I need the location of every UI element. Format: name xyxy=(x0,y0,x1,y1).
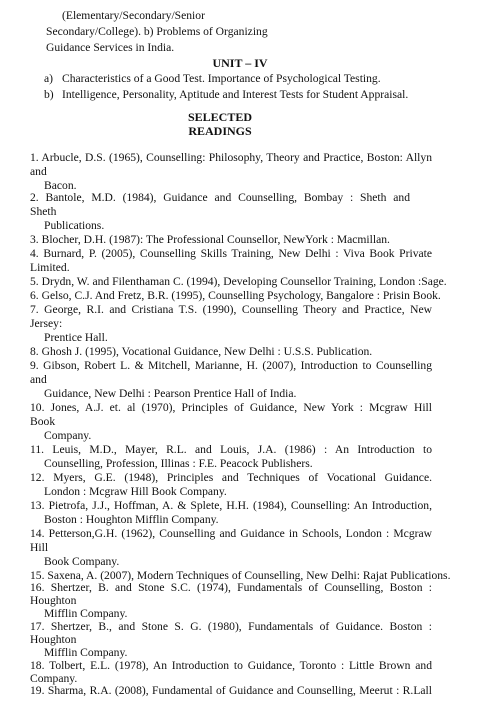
reading-17-line-1: 17. Shertzer, B., and Stone S. G. (1980), Fundamentals of Guidance. Boston : xyxy=(30,620,432,633)
readings-heading-2: READINGS xyxy=(188,124,252,138)
reading-11-line-2: Counselling, Profession, Illinas : F.E. Peacock Publishers. xyxy=(44,457,313,470)
unit-item-a: Characteristics of a Good Test. Importance of Psychological Testing. xyxy=(62,72,381,85)
reading-12-line-2: London : Mcgraw Hill Book Company. xyxy=(44,485,227,498)
reading-7-line-2: Jersey: xyxy=(30,317,63,330)
reading-9-line-3: Guidance, New Delhi : Pearson Prentice Hall of India. xyxy=(44,387,297,400)
unit-item-b-marker: b) xyxy=(44,88,54,101)
reading-18-line-1: 18. Tolbert, E.L. (1978), An Introduction to Guidance, Toronto : Little Brown and xyxy=(30,659,432,672)
reading-1-line-1: 1. Arbucle, D.S. (1965), Counselling: Philosophy, Theory and Practice, Boston: Allyn xyxy=(30,151,432,164)
reading-18-line-2: Company. xyxy=(30,672,78,685)
reading-16-line-1: 16. Shertzer, B. and Stone S.C. (1974), Fundamentals of Counselling, Boston : xyxy=(30,581,432,594)
reading-17-line-3: Mifflin Company. xyxy=(44,646,128,659)
reading-7-line-3: Prentice Hall. xyxy=(44,331,108,344)
intro-line-2: Secondary/College). b) Problems of Organizing xyxy=(46,25,268,38)
unit-item-b: Intelligence, Personality, Aptitude and Interest Tests for Student Appraisal. xyxy=(62,88,409,101)
reading-14-line-3: Book Company. xyxy=(44,555,120,568)
unit-title: UNIT – IV xyxy=(212,56,268,70)
unit-item-a-marker: a) xyxy=(44,72,54,85)
reading-9-line-2: and xyxy=(30,373,47,386)
reading-6: 6. Gelso, C.J. And Fretz, B.R. (1995), Counselling Psychology, Bangalore : Prisin Book. xyxy=(30,289,441,302)
reading-19-line-1: 19. Sharma, R.A. (2008), Fundamental of Guidance and Counselling, Meerut : R.Lall xyxy=(30,684,432,697)
readings-heading-1: SELECTED xyxy=(187,110,253,124)
reading-2-line-2: Sheth xyxy=(30,205,57,218)
reading-10-line-3: Company. xyxy=(44,429,92,442)
reading-11-line-1: 11. Leuis, M.D., Mayer, R.L. and Louis, J.A. (1986) : An Introduction to xyxy=(30,443,432,456)
reading-14-line-1: 14. Petterson,G.H. (1962), Counselling and Guidance in Schools, London : Mcgraw xyxy=(30,527,432,540)
reading-1-line-2: and xyxy=(30,165,47,178)
intro-line-1: (Elementary/Secondary/Senior xyxy=(62,9,205,22)
reading-10-line-2: Book xyxy=(30,415,56,428)
reading-9-line-1: 9. Gibson, Robert L. & Mitchell, Marianne, H. (2007), Introduction to Counselling xyxy=(30,359,432,372)
reading-4-line-1: 4. Burnard, P. (2005), Counselling Skills Training, New Delhi : Viva Book Private xyxy=(30,247,432,260)
reading-16-line-2: Houghton xyxy=(30,594,77,607)
reading-13-line-2: Boston : Houghton Mifflin Company. xyxy=(44,513,219,526)
reading-14-line-2: Hill xyxy=(30,541,49,554)
reading-15: 15. Saxena, A. (2007), Modern Techniques of Counselling, New Delhi: Rajat Publications. xyxy=(30,569,451,582)
reading-1-line-3: Bacon. xyxy=(44,179,77,192)
reading-8: 8. Ghosh J. (1995), Vocational Guidance, New Delhi : U.S.S. Publication. xyxy=(30,345,373,358)
reading-12-line-1: 12. Myers, G.E. (1948), Principles and Techniques of Vocational Guidance. xyxy=(30,471,432,484)
reading-10-line-1: 10. Jones, A.J. et. al (1970), Principles of Guidance, New York : Mcgraw Hill xyxy=(30,401,432,414)
reading-3: 3. Blocher, D.H. (1987): The Professional Counsellor, NewYork : Macmillan. xyxy=(30,233,390,246)
intro-line-3: Guidance Services in India. xyxy=(46,41,175,54)
reading-2-line-1: 2. Bantole, M.D. (1984), Guidance and Counselling, Bombay : Sheth and xyxy=(30,191,410,204)
reading-17-line-2: Houghton xyxy=(30,633,77,646)
reading-13-line-1: 13. Pietrofa, J.J., Hoffman, A. & Splete, H.H. (1984), Counselling: An Introduction, xyxy=(30,499,432,512)
reading-16-line-3: Mifflin Company. xyxy=(44,607,128,620)
reading-5: 5. Drydn, W. and Filenthaman C. (1994), Developing Counsellor Training, London :Sage. xyxy=(30,275,447,288)
reading-7-line-1: 7. George, R.I. and Cristiana T.S. (1990), Counselling Theory and Practice, New xyxy=(30,303,432,316)
reading-2-line-3: Publications. xyxy=(44,219,105,232)
reading-4-line-2: Limited. xyxy=(30,261,70,274)
